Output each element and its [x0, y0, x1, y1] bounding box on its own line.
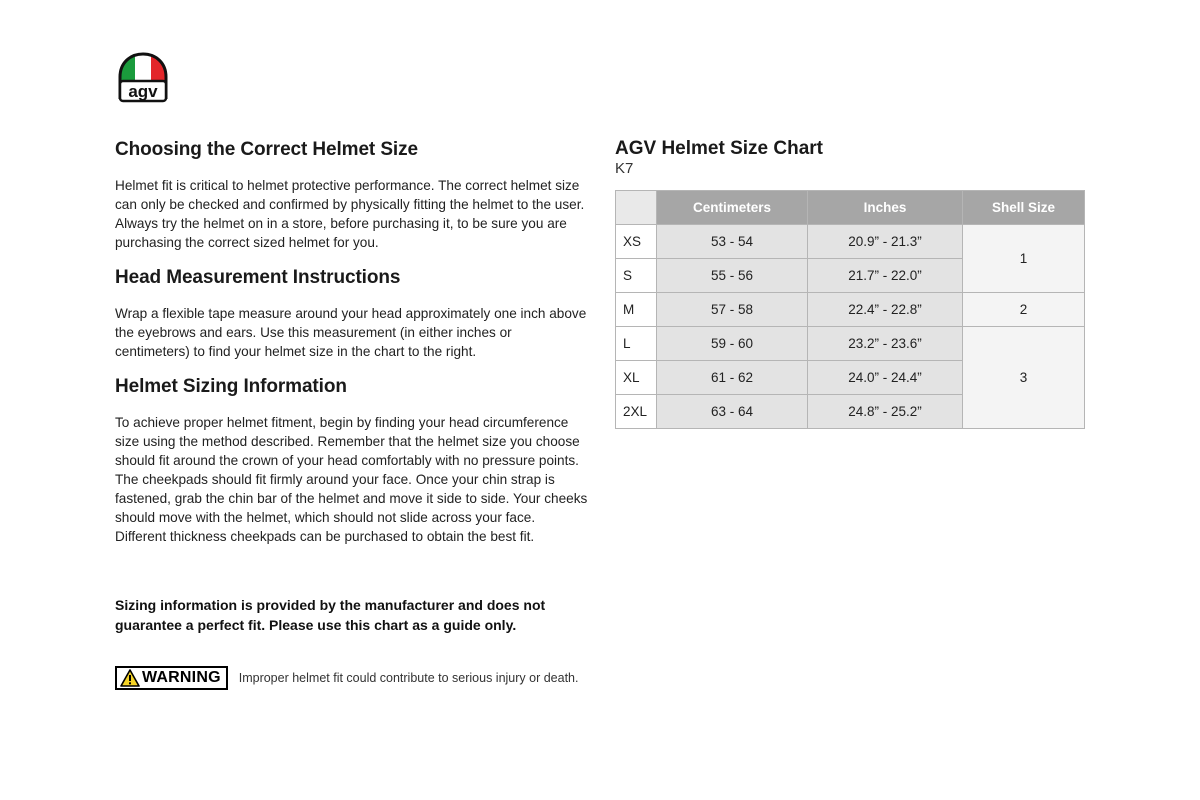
cm-cell: 63 - 64	[657, 395, 808, 429]
cm-cell: 57 - 58	[657, 293, 808, 327]
inches-cell: 21.7” - 22.0”	[808, 259, 963, 293]
size-label: S	[616, 259, 657, 293]
inches-cell: 24.8” - 25.2”	[808, 395, 963, 429]
warning-text: Improper helmet fit could contribute to serious injury or death.	[238, 671, 579, 685]
logo-text: agv	[128, 82, 158, 101]
chart-title: AGV Helmet Size Chart	[615, 138, 823, 159]
size-table	[615, 190, 1085, 429]
size-label: XS	[616, 225, 657, 259]
cm-cell: 53 - 54	[657, 225, 808, 259]
section-heading: Head Measurement Instructions	[115, 267, 401, 288]
cm-cell: 55 - 56	[657, 259, 808, 293]
table-row	[616, 327, 1085, 361]
size-label: L	[616, 327, 657, 361]
section-head-measurement	[115, 266, 590, 361]
chart-subtitle: K7	[615, 160, 634, 177]
section-heading: Choosing the Correct Helmet Size	[115, 139, 418, 160]
shell-size-cell: 2	[963, 293, 1085, 327]
sizing-guide	[115, 138, 590, 560]
section-body: To achieve proper helmet fitment, begin by finding your head circumference size using the method described. Remember that the helmet size you choose should fit around the crown of your head comfortably with no pressure points. The cheekpads should fit firmly around your face. Once your chin strap is fastened, grab the chin bar of the helmet and move it side to side. Your cheeks should move with the helmet, which should not slide across your face. Different thickness cheekpads can be purchased to obtain the best fit.	[115, 415, 588, 544]
warning-triangle-icon	[120, 669, 140, 687]
shell-size-cell: 3	[963, 327, 1085, 429]
column-header-shell-size: Shell Size	[963, 191, 1085, 225]
section-body: Wrap a flexible tape measure around your head approximately one inch above the eyebrows and ears. Use this measurement (in either inches or centimeters) to find your helmet size in the chart to the right.	[115, 306, 587, 359]
size-label: M	[616, 293, 657, 327]
table-header-row	[616, 191, 1085, 225]
warning-row	[115, 666, 579, 690]
inches-cell: 23.2” - 23.6”	[808, 327, 963, 361]
size-label: 2XL	[616, 395, 657, 429]
disclaimer: Sizing information is provided by the manufacturer and does not guarantee a perfect fit. Please use this chart as a guide only.	[115, 597, 546, 633]
section-choosing-size	[115, 138, 590, 252]
inches-cell: 22.4” - 22.8”	[808, 293, 963, 327]
section-sizing-information	[115, 375, 590, 546]
column-header-centimeters: Centimeters	[657, 191, 808, 225]
shell-size-cell: 1	[963, 225, 1085, 293]
size-chart	[615, 138, 1085, 429]
header-corner	[616, 191, 657, 225]
cm-cell: 61 - 62	[657, 361, 808, 395]
section-body: Helmet fit is critical to helmet protective performance. The correct helmet size can only be checked and confirmed by physically fitting the helmet to the user. Always try the helmet on in a store, before purchasing it, to be sure you are purchasing the correct sized helmet for you.	[115, 178, 585, 250]
table-row	[616, 225, 1085, 259]
cm-cell: 59 - 60	[657, 327, 808, 361]
column-header-inches: Inches	[808, 191, 963, 225]
warning-label: WARNING	[142, 669, 221, 686]
section-heading: Helmet Sizing Information	[115, 376, 347, 397]
size-label: XL	[616, 361, 657, 395]
agv-logo	[116, 51, 170, 105]
warning-badge	[115, 666, 228, 690]
table-row	[616, 293, 1085, 327]
inches-cell: 24.0” - 24.4”	[808, 361, 963, 395]
inches-cell: 20.9” - 21.3”	[808, 225, 963, 259]
